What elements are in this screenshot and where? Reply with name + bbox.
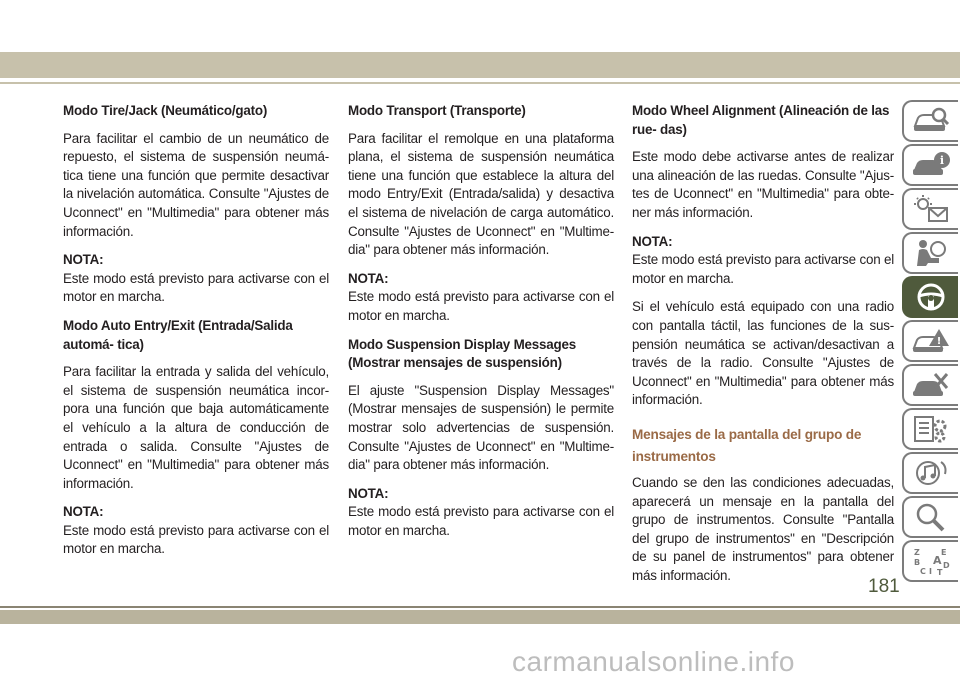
- paragraph-suspension-messages: El ajuste "Suspension Display Messages" (Mostrar mensajes de suspensión) le permite mostrar solo advertencias de suspensión. Consulte "Ajustes de Uconnect" en "Multime- dia" para obtener más información.: [348, 382, 614, 473]
- heading-tire-jack: Modo Tire/Jack (Neumático/gato): [63, 103, 268, 118]
- magnifier-icon: [911, 502, 951, 532]
- note-label: NOTA:: [348, 270, 389, 286]
- note-suspension-messages: [348, 485, 614, 541]
- note-label: NOTA:: [63, 504, 104, 520]
- column-1: [63, 102, 329, 569]
- tab-service[interactable]: [902, 364, 958, 406]
- tab-car-magnifier[interactable]: [902, 100, 958, 142]
- tab-index[interactable]: [902, 540, 958, 582]
- heading-wheel-alignment: Modo Wheel Alignment (Alineación de las rue- das): [632, 103, 890, 137]
- index-letter: D: [943, 561, 950, 570]
- index-letter: E: [941, 548, 947, 557]
- column-3: [632, 102, 894, 595]
- column-2: [348, 102, 614, 550]
- footer-rule: [0, 606, 960, 608]
- header-band: [0, 52, 960, 78]
- note-entry-exit: [63, 503, 329, 559]
- warning-light-message-icon: [911, 194, 951, 224]
- note-transport: [348, 270, 614, 326]
- car-wrench-icon: [911, 370, 951, 400]
- index-letter: C: [920, 567, 926, 576]
- alphabet-index-icon: [911, 546, 951, 576]
- paragraph-wheel-alignment: Este modo debe activarse antes de realizar una alineación de las ruedas. Consulte "Ajus- tes de Uconnect" en "Multimedia" para obte- ner más información.: [632, 149, 894, 220]
- index-letter: A: [933, 554, 942, 567]
- page-number: 181: [868, 576, 900, 597]
- footer-band: [0, 610, 960, 624]
- svg-text:!: !: [936, 336, 942, 347]
- note-text: Este modo está previsto para activarse con el motor en marcha.: [348, 504, 614, 538]
- note-text: Este modo está previsto para activarse con el motor en marcha.: [63, 270, 329, 305]
- car-magnifier-icon: [911, 106, 951, 136]
- paragraph-cluster-messages: Cuando se den las condiciones adecuadas, aparecerá un mensaje en la pantalla del grupo de instrumentos. Consulte "Pantalla del grupo de instrumentos" en "Descripción de su panel de instrumentos" para obtener más información.: [632, 474, 894, 583]
- note-label: NOTA:: [348, 485, 389, 501]
- header-rule: [0, 82, 960, 84]
- note-text: Este modo está previsto para activarse con el motor en marcha.: [348, 289, 614, 323]
- heading-entry-exit: Modo Auto Entry/Exit (Entrada/Salida automá- tica): [63, 317, 293, 352]
- index-letter: I: [929, 567, 932, 576]
- tab-steering[interactable]: [902, 276, 958, 318]
- car-info-icon: [911, 150, 951, 180]
- note-label: NOTA:: [632, 233, 673, 249]
- music-nav-icon: [911, 458, 951, 488]
- index-letter: T: [937, 568, 943, 576]
- note-text: Este modo está previsto para activarse con el motor en marcha.: [632, 252, 894, 286]
- heading-transport: Modo Transport (Transporte): [348, 103, 526, 118]
- tab-multimedia[interactable]: [902, 452, 958, 494]
- paragraph-transport: Para facilitar el remolque en una plataforma plana, el sistema de suspensión neumática tiene una función que establece la altura del modo Entry/Exit (Entrada/salida) y desactiva el sistema de nivelación de carga automático. Consulte "Ajustes de Uconnect" en "Multime- dia" para obtener más información.: [348, 130, 614, 258]
- tab-specifications[interactable]: [902, 408, 958, 450]
- paragraph-tire-jack: Para facilitar el cambio de un neumático de repuesto, el sistema de suspensión neumá- tica tiene una función que permite desactivar la nivelación automática. Consulte "Ajustes de Uconnect" en "Multimedia" para obtener más información.: [63, 130, 329, 239]
- section-heading-cluster-messages: Mensajes de la pantalla del grupo de instrumentos: [632, 426, 862, 464]
- index-letter: B: [914, 558, 921, 567]
- passenger-airbag-icon: [911, 238, 951, 268]
- tab-emergency[interactable]: [902, 320, 958, 362]
- paragraph-touchscreen: Si el vehículo está equipado con una radio con pantalla táctil, las funciones de la sus- pensión neumática se activan/desactivan a través de la radio. Consulte "Ajustes de Uconnect" en "Multimedia" para obtener más información.: [632, 299, 894, 408]
- tab-warning-lights[interactable]: [902, 188, 958, 230]
- note-label: NOTA:: [63, 252, 104, 268]
- chapter-tabs: [898, 100, 960, 584]
- car-warning-triangle-icon: [911, 326, 951, 356]
- svg-text:i: i: [939, 154, 945, 167]
- tab-car-info[interactable]: [902, 144, 958, 186]
- tab-airbag[interactable]: [902, 232, 958, 274]
- index-letter: Z: [914, 548, 920, 557]
- note-text: Este modo está previsto para activarse con el motor en marcha.: [63, 522, 329, 557]
- watermark: carmanualsonline.info: [512, 646, 795, 677]
- checklist-gear-icon: [911, 414, 951, 444]
- tab-search[interactable]: [902, 496, 958, 538]
- paragraph-entry-exit: Para facilitar la entrada y salida del vehículo, el sistema de suspensión neumática incor- pora una función que baja automáticamente el vehículo a la altura de conducción de entrada o salida. Consulte "Ajustes de Uconnect" en "Multimedia" para obtener más información.: [63, 364, 329, 491]
- steering-wheel-icon: [911, 282, 951, 312]
- note-wheel-alignment: [632, 233, 894, 289]
- heading-suspension-messages: Modo Suspension Display Messages (Mostrar mensajes de suspensión): [348, 336, 576, 371]
- note-tire-jack: [63, 251, 329, 307]
